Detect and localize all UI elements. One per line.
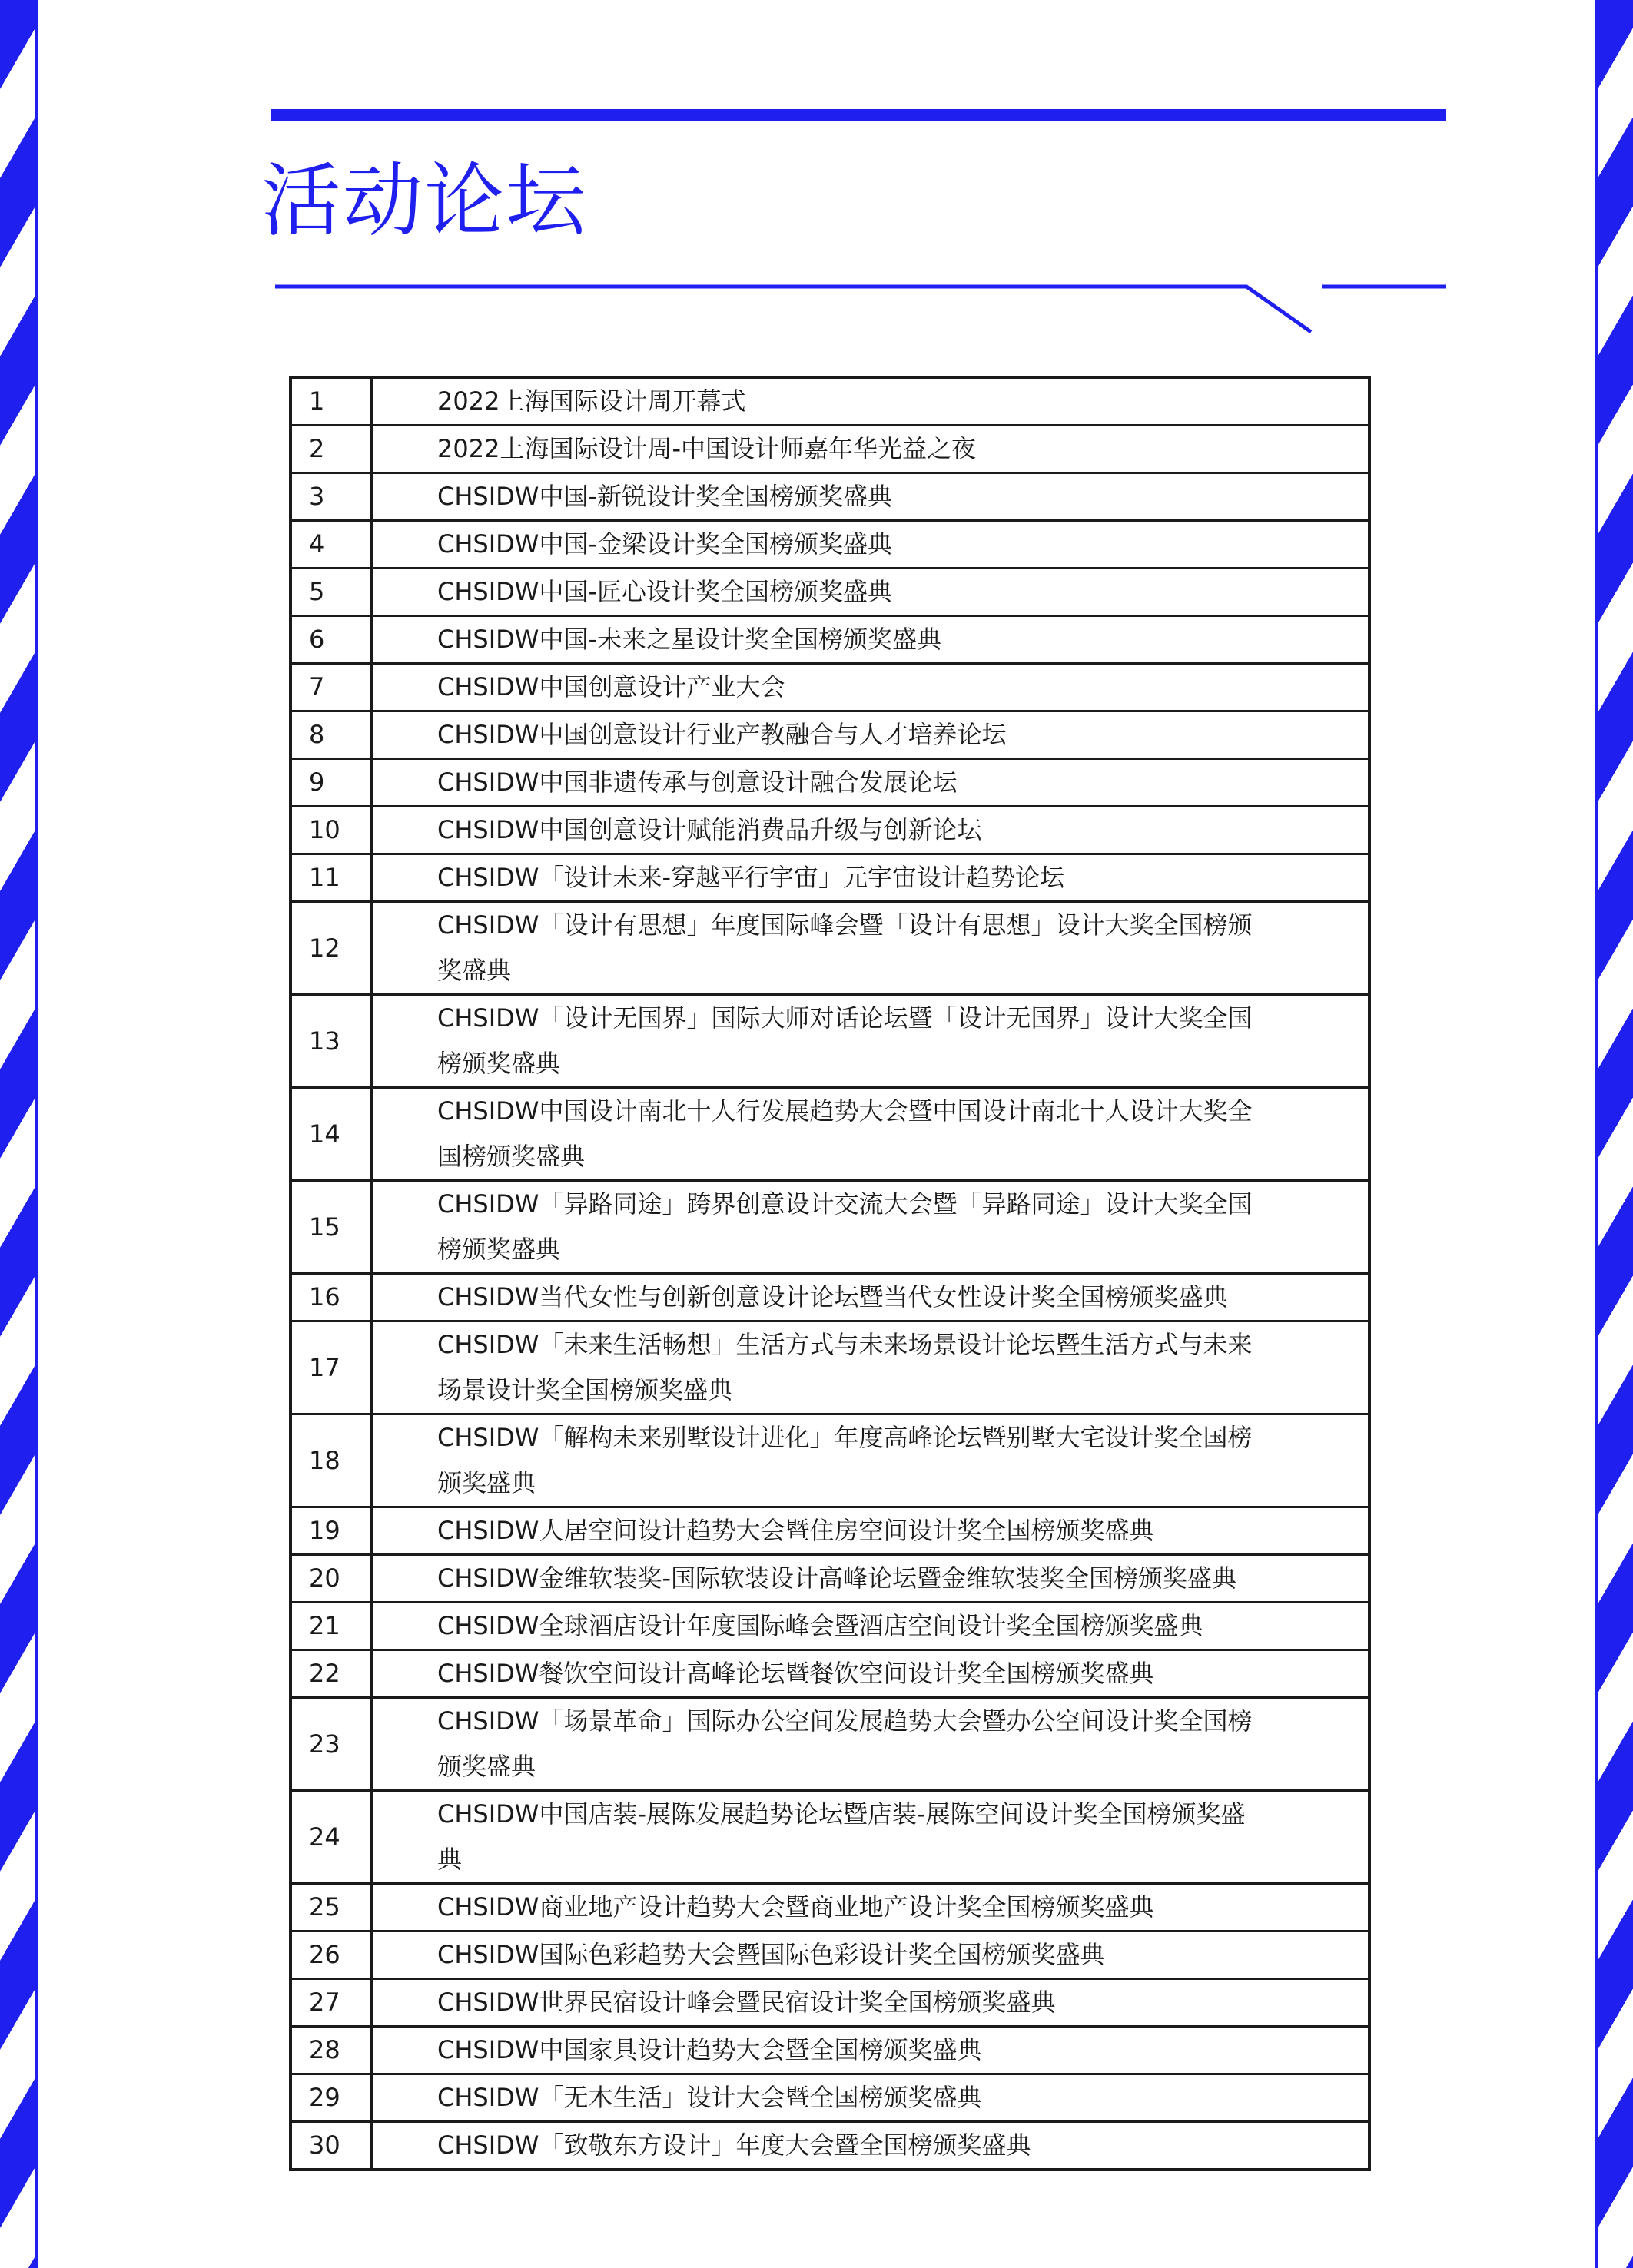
event-number: 25: [290, 1884, 372, 1931]
event-number: 9: [290, 759, 372, 807]
event-number: 16: [290, 1274, 372, 1321]
event-number: 3: [290, 473, 372, 521]
table-row: [290, 1791, 1369, 1884]
event-number: 14: [290, 1088, 372, 1181]
table-row: [290, 2027, 1369, 2074]
event-name: CHSIDW「未来生活畅想」生活方式与未来场景设计论坛暨生活方式与未来场景设计奖全国榜颁奖盛典: [372, 1321, 1370, 1414]
event-number: 19: [290, 1507, 372, 1555]
event-name: CHSIDW中国店装-展陈发展趋势论坛暨店装-展陈空间设计奖全国榜颁奖盛典: [372, 1791, 1370, 1884]
event-name: CHSIDW中国创意设计产业大会: [372, 664, 1370, 711]
event-number: 12: [290, 902, 372, 995]
event-number: 22: [290, 1650, 372, 1698]
table-row: [290, 1507, 1369, 1555]
event-name: CHSIDW人居空间设计趋势大会暨住房空间设计奖全国榜颁奖盛典: [372, 1507, 1370, 1555]
table-row: [290, 1088, 1369, 1181]
page-title: 活动论坛: [261, 154, 588, 247]
table-row: [290, 616, 1369, 664]
table-row: [290, 711, 1369, 759]
event-number: 21: [290, 1603, 372, 1650]
event-number: 5: [290, 569, 372, 616]
event-number: 17: [290, 1321, 372, 1414]
event-name: CHSIDW中国-新锐设计奖全国榜颁奖盛典: [372, 473, 1370, 521]
event-name: CHSIDW「设计有思想」年度国际峰会暨「设计有思想」设计大奖全国榜颁奖盛典: [372, 902, 1370, 995]
table-row: [290, 569, 1369, 616]
event-number: 8: [290, 711, 372, 759]
event-number: 23: [290, 1698, 372, 1791]
events-table: [289, 376, 1371, 2171]
event-number: 27: [290, 1979, 372, 2027]
event-name: CHSIDW「解构未来别墅设计进化」年度高峰论坛暨别墅大宅设计奖全国榜颁奖盛典: [372, 1414, 1370, 1507]
event-name: CHSIDW中国非遗传承与创意设计融合发展论坛: [372, 759, 1370, 807]
event-number: 15: [290, 1181, 372, 1274]
event-name: 2022上海国际设计周-中国设计师嘉年华光益之夜: [372, 426, 1370, 473]
event-number: 20: [290, 1555, 372, 1603]
event-name: CHSIDW中国-匠心设计奖全国榜颁奖盛典: [372, 569, 1370, 616]
event-name: CHSIDW中国创意设计行业产教融合与人才培养论坛: [372, 711, 1370, 759]
event-name: CHSIDW商业地产设计趋势大会暨商业地产设计奖全国榜颁奖盛典: [372, 1884, 1370, 1931]
table-row: [290, 521, 1369, 569]
table-row: [290, 854, 1369, 902]
table-row: [290, 1181, 1369, 1274]
table-row: [290, 1603, 1369, 1650]
table-row: [290, 377, 1369, 426]
table-row: [290, 807, 1369, 854]
event-name: CHSIDW中国-金梁设计奖全国榜颁奖盛典: [372, 521, 1370, 569]
event-number: 4: [290, 521, 372, 569]
event-name: CHSIDW中国家具设计趋势大会暨全国榜颁奖盛典: [372, 2027, 1370, 2074]
table-row: [290, 902, 1369, 995]
table-row: [290, 1650, 1369, 1698]
event-number: 11: [290, 854, 372, 902]
table-row: [290, 1931, 1369, 1979]
events-table-body: [290, 377, 1369, 2170]
event-name: CHSIDW「致敬东方设计」年度大会暨全国榜颁奖盛典: [372, 2122, 1370, 2170]
event-number: 6: [290, 616, 372, 664]
event-number: 18: [290, 1414, 372, 1507]
event-number: 29: [290, 2074, 372, 2122]
event-name: CHSIDW「设计无国界」国际大师对话论坛暨「设计无国界」设计大奖全国榜颁奖盛典: [372, 995, 1370, 1088]
event-number: 10: [290, 807, 372, 854]
event-number: 24: [290, 1791, 372, 1884]
event-number: 26: [290, 1931, 372, 1979]
table-row: [290, 1884, 1369, 1931]
table-row: [290, 664, 1369, 711]
table-row: [290, 1555, 1369, 1603]
event-number: 28: [290, 2027, 372, 2074]
event-name: CHSIDW中国创意设计赋能消费品升级与创新论坛: [372, 807, 1370, 854]
event-number: 1: [290, 377, 372, 426]
event-name: CHSIDW「场景革命」国际办公空间发展趋势大会暨办公空间设计奖全国榜颁奖盛典: [372, 1698, 1370, 1791]
event-name: CHSIDW「设计未来-穿越平行宇宙」元宇宙设计趋势论坛: [372, 854, 1370, 902]
event-name: CHSIDW「无木生活」设计大会暨全国榜颁奖盛典: [372, 2074, 1370, 2122]
event-number: 30: [290, 2122, 372, 2170]
table-row: [290, 995, 1369, 1088]
table-row: [290, 2122, 1369, 2170]
table-row: [290, 473, 1369, 521]
event-number: 13: [290, 995, 372, 1088]
event-name: CHSIDW中国-未来之星设计奖全国榜颁奖盛典: [372, 616, 1370, 664]
event-name: 2022上海国际设计周开幕式: [372, 377, 1370, 426]
event-number: 7: [290, 664, 372, 711]
table-row: [290, 1979, 1369, 2027]
event-name: CHSIDW世界民宿设计峰会暨民宿设计奖全国榜颁奖盛典: [372, 1979, 1370, 2027]
table-row: [290, 1274, 1369, 1321]
table-row: [290, 2074, 1369, 2122]
table-row: [290, 1414, 1369, 1507]
event-name: CHSIDW「异路同途」跨界创意设计交流大会暨「异路同途」设计大奖全国榜颁奖盛典: [372, 1181, 1370, 1274]
table-row: [290, 426, 1369, 473]
event-name: CHSIDW国际色彩趋势大会暨国际色彩设计奖全国榜颁奖盛典: [372, 1931, 1370, 1979]
table-row: [290, 759, 1369, 807]
event-number: 2: [290, 426, 372, 473]
event-name: CHSIDW全球酒店设计年度国际峰会暨酒店空间设计奖全国榜颁奖盛典: [372, 1603, 1370, 1650]
table-row: [290, 1698, 1369, 1791]
title-underline-decoration: [0, 0, 1633, 369]
event-name: CHSIDW金维软装奖-国际软装设计高峰论坛暨金维软装奖全国榜颁奖盛典: [372, 1555, 1370, 1603]
event-name: CHSIDW中国设计南北十人行发展趋势大会暨中国设计南北十人设计大奖全国榜颁奖盛典: [372, 1088, 1370, 1181]
event-name: CHSIDW餐饮空间设计高峰论坛暨餐饮空间设计奖全国榜颁奖盛典: [372, 1650, 1370, 1698]
event-name: CHSIDW当代女性与创新创意设计论坛暨当代女性设计奖全国榜颁奖盛典: [372, 1274, 1370, 1321]
table-row: [290, 1321, 1369, 1414]
